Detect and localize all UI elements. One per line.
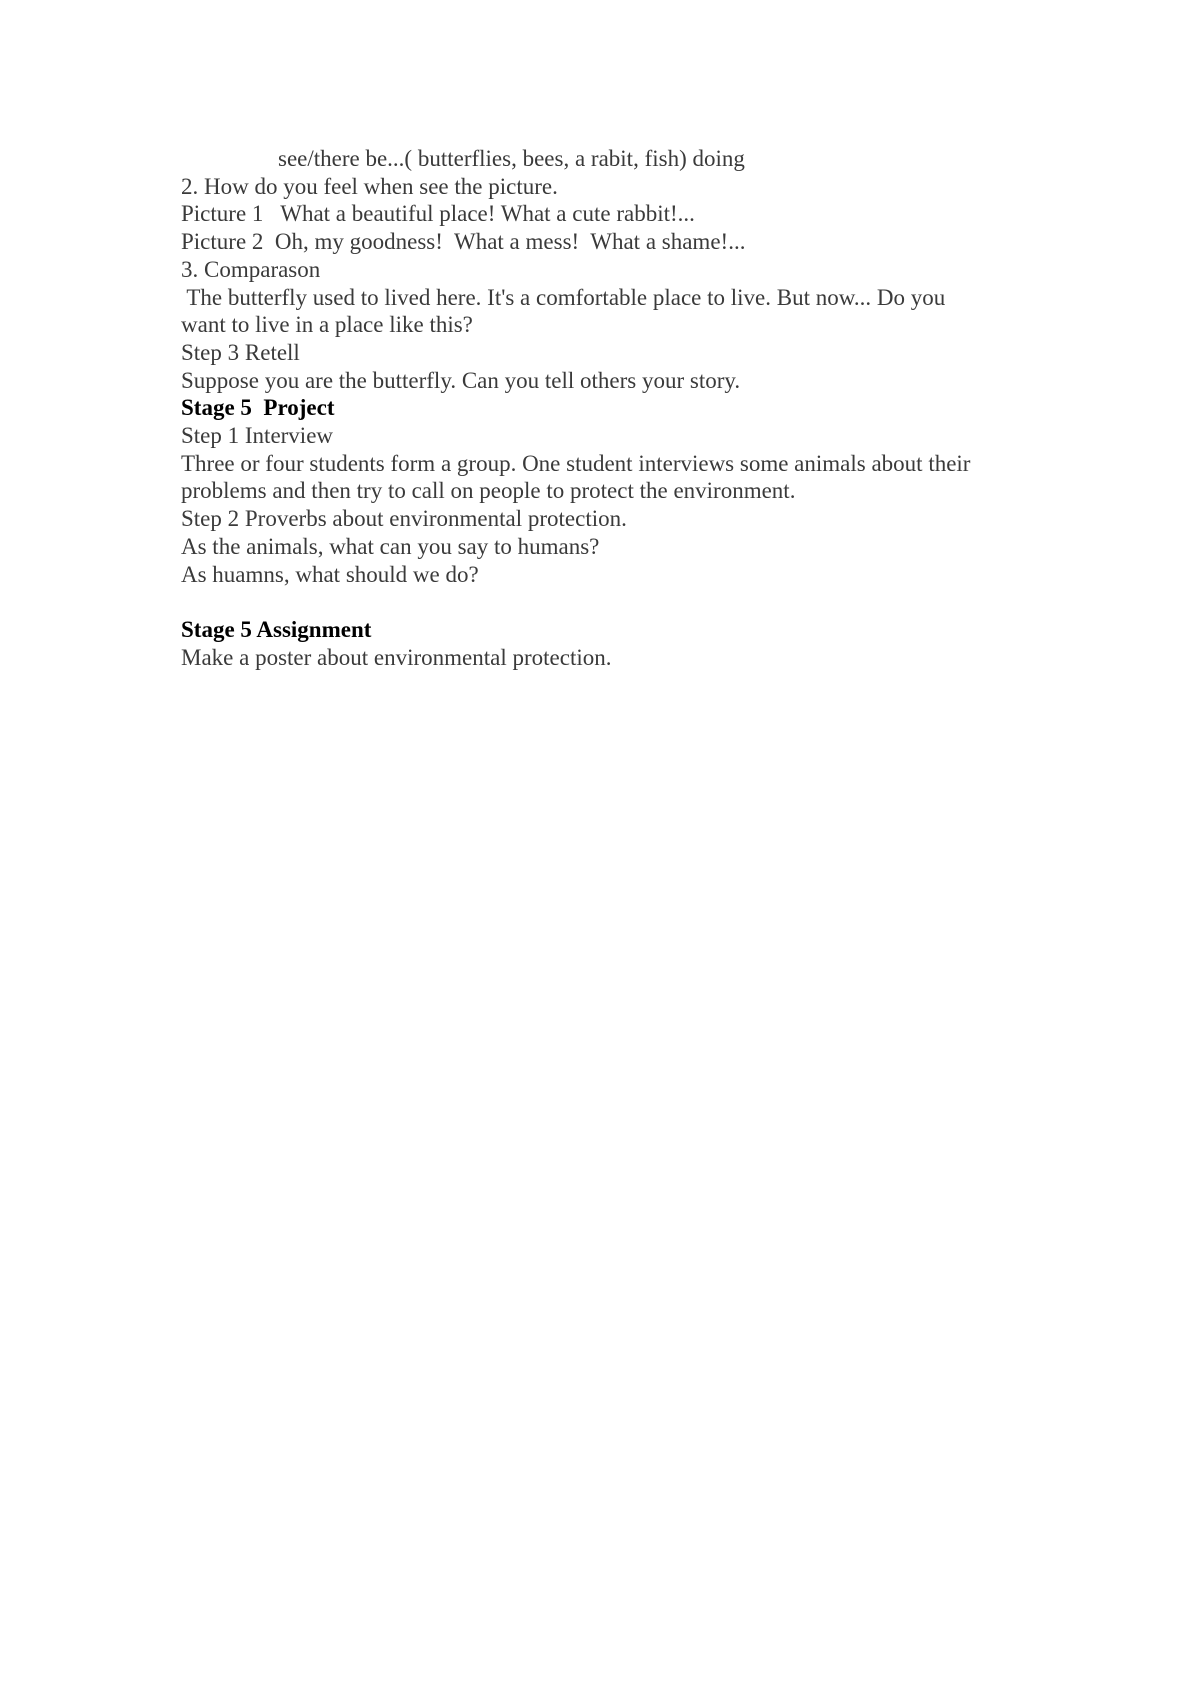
comparison-text-line-1: The butterfly used to lived here. It's a comfortable place to live. But now... Do you (181, 284, 946, 310)
humans-question: As huamns, what should we do? (181, 561, 479, 587)
assignment-text: Make a poster about environmental protection. (181, 644, 612, 670)
step-3-heading: Step 3 Retell (181, 339, 300, 365)
retell-instruction: Suppose you are the butterfly. Can you tell others your story. (181, 367, 741, 393)
interview-text-line-1: Three or four students form a group. One student interviews some animals about their (181, 450, 971, 476)
comparison-text-line-2: want to live in a place like this? (181, 312, 473, 338)
stage-5-project-heading: Stage 5 Project (181, 395, 335, 421)
picture-1-line: Picture 1 What a beautiful place! What a cute rabbit!... (181, 201, 695, 227)
interview-text-line-2: problems and then try to call on people to protect the environment. (181, 478, 796, 504)
step-2-heading: Step 2 Proverbs about environmental protection. (181, 506, 627, 532)
stage-5-assignment-heading: Stage 5 Assignment (181, 616, 372, 642)
comparison-heading: 3. Comparason (181, 256, 321, 282)
question-line: 2. How do you feel when see the picture. (181, 173, 558, 199)
sentence-pattern-line: see/there be...( butterflies, bees, a rabit, fish) doing (278, 146, 745, 171)
step-1-heading: Step 1 Interview (181, 423, 334, 449)
animals-question: As the animals, what can you say to humans? (181, 533, 600, 559)
picture-2-line: Picture 2 Oh, my goodness! What a mess! What a shame!... (181, 229, 746, 255)
blank-line (181, 588, 1041, 616)
document-body (181, 145, 1041, 671)
